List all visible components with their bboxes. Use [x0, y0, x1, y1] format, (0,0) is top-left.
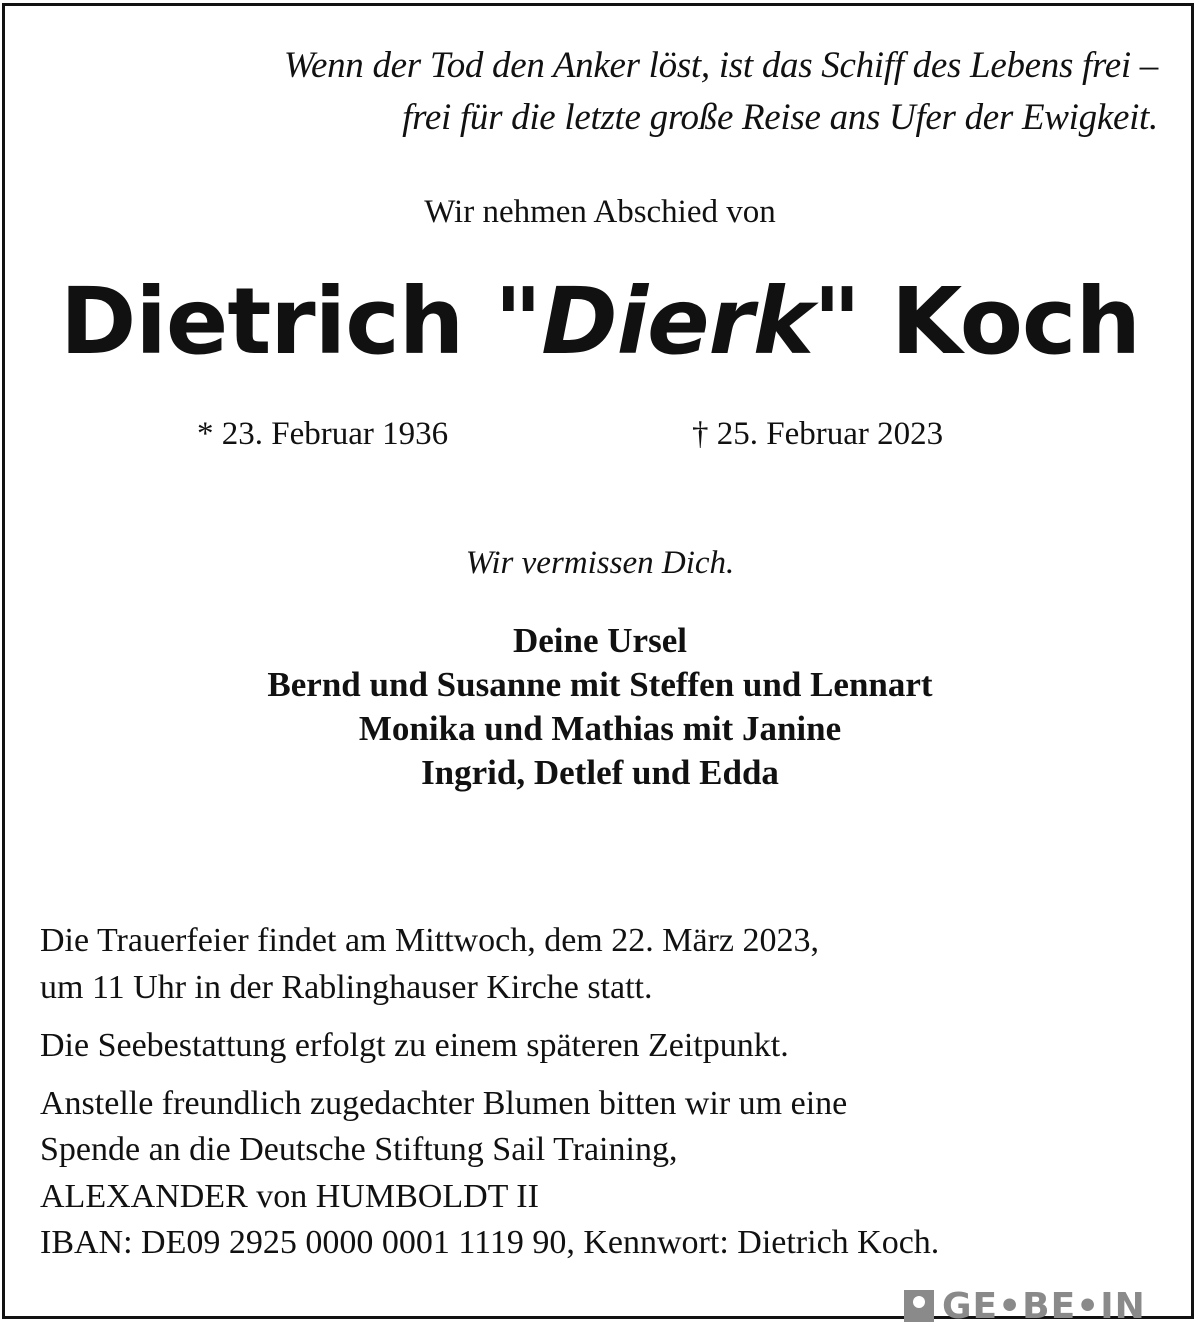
burial-info: Die Seebestattung erfolgt zu einem späteren Zeitpunkt.	[40, 1027, 789, 1064]
donation-line-2: Spende an die Deutsche Stiftung Sail Training,	[40, 1131, 678, 1168]
message: Wir vermissen Dich.	[465, 545, 735, 581]
last-name: Koch	[891, 268, 1140, 375]
funeral-info-line-1: Die Trauerfeier findet am Mittwoch, dem 22. März 2023,	[40, 922, 819, 959]
gebein-logo	[904, 1287, 1146, 1325]
donation-line-4: IBAN: DE09 2925 0000 0001 1119 90, Kennwort: Dietrich Koch.	[40, 1224, 940, 1261]
nickname: "Dierk"	[494, 268, 860, 375]
quote-line-2: frei für die letzte große Reise ans Ufer der Ewigkeit.	[402, 97, 1158, 138]
donation-line-1: Anstelle freundlich zugedachter Blumen bitten wir um eine	[40, 1085, 848, 1122]
family-line: Monika und Mathias mit Janine	[358, 709, 842, 748]
funeral-info-line-2: um 11 Uhr in der Rablinghauser Kirche statt.	[40, 969, 653, 1006]
family-line: Deine Ursel	[513, 621, 687, 660]
family-line: Ingrid, Detlef und Edda	[421, 753, 779, 792]
gebein-logo-icon	[904, 1290, 934, 1322]
deceased-name	[0, 268, 1200, 375]
death-date: † 25. Februar 2023	[692, 416, 944, 452]
family-line: Bernd und Susanne mit Steffen und Lennart	[267, 665, 933, 704]
quote-line-1: Wenn der Tod den Anker löst, ist das Schiff des Lebens frei –	[283, 45, 1158, 86]
first-name: Dietrich	[60, 268, 464, 375]
family-list	[0, 619, 1200, 795]
logo-text: GE•BE•IN	[942, 1285, 1146, 1327]
donation-line-3: ALEXANDER von HUMBOLDT II	[40, 1178, 539, 1215]
birth-date: * 23. Februar 1936	[197, 416, 449, 452]
intro-text: Wir nehmen Abschied von	[424, 194, 776, 230]
